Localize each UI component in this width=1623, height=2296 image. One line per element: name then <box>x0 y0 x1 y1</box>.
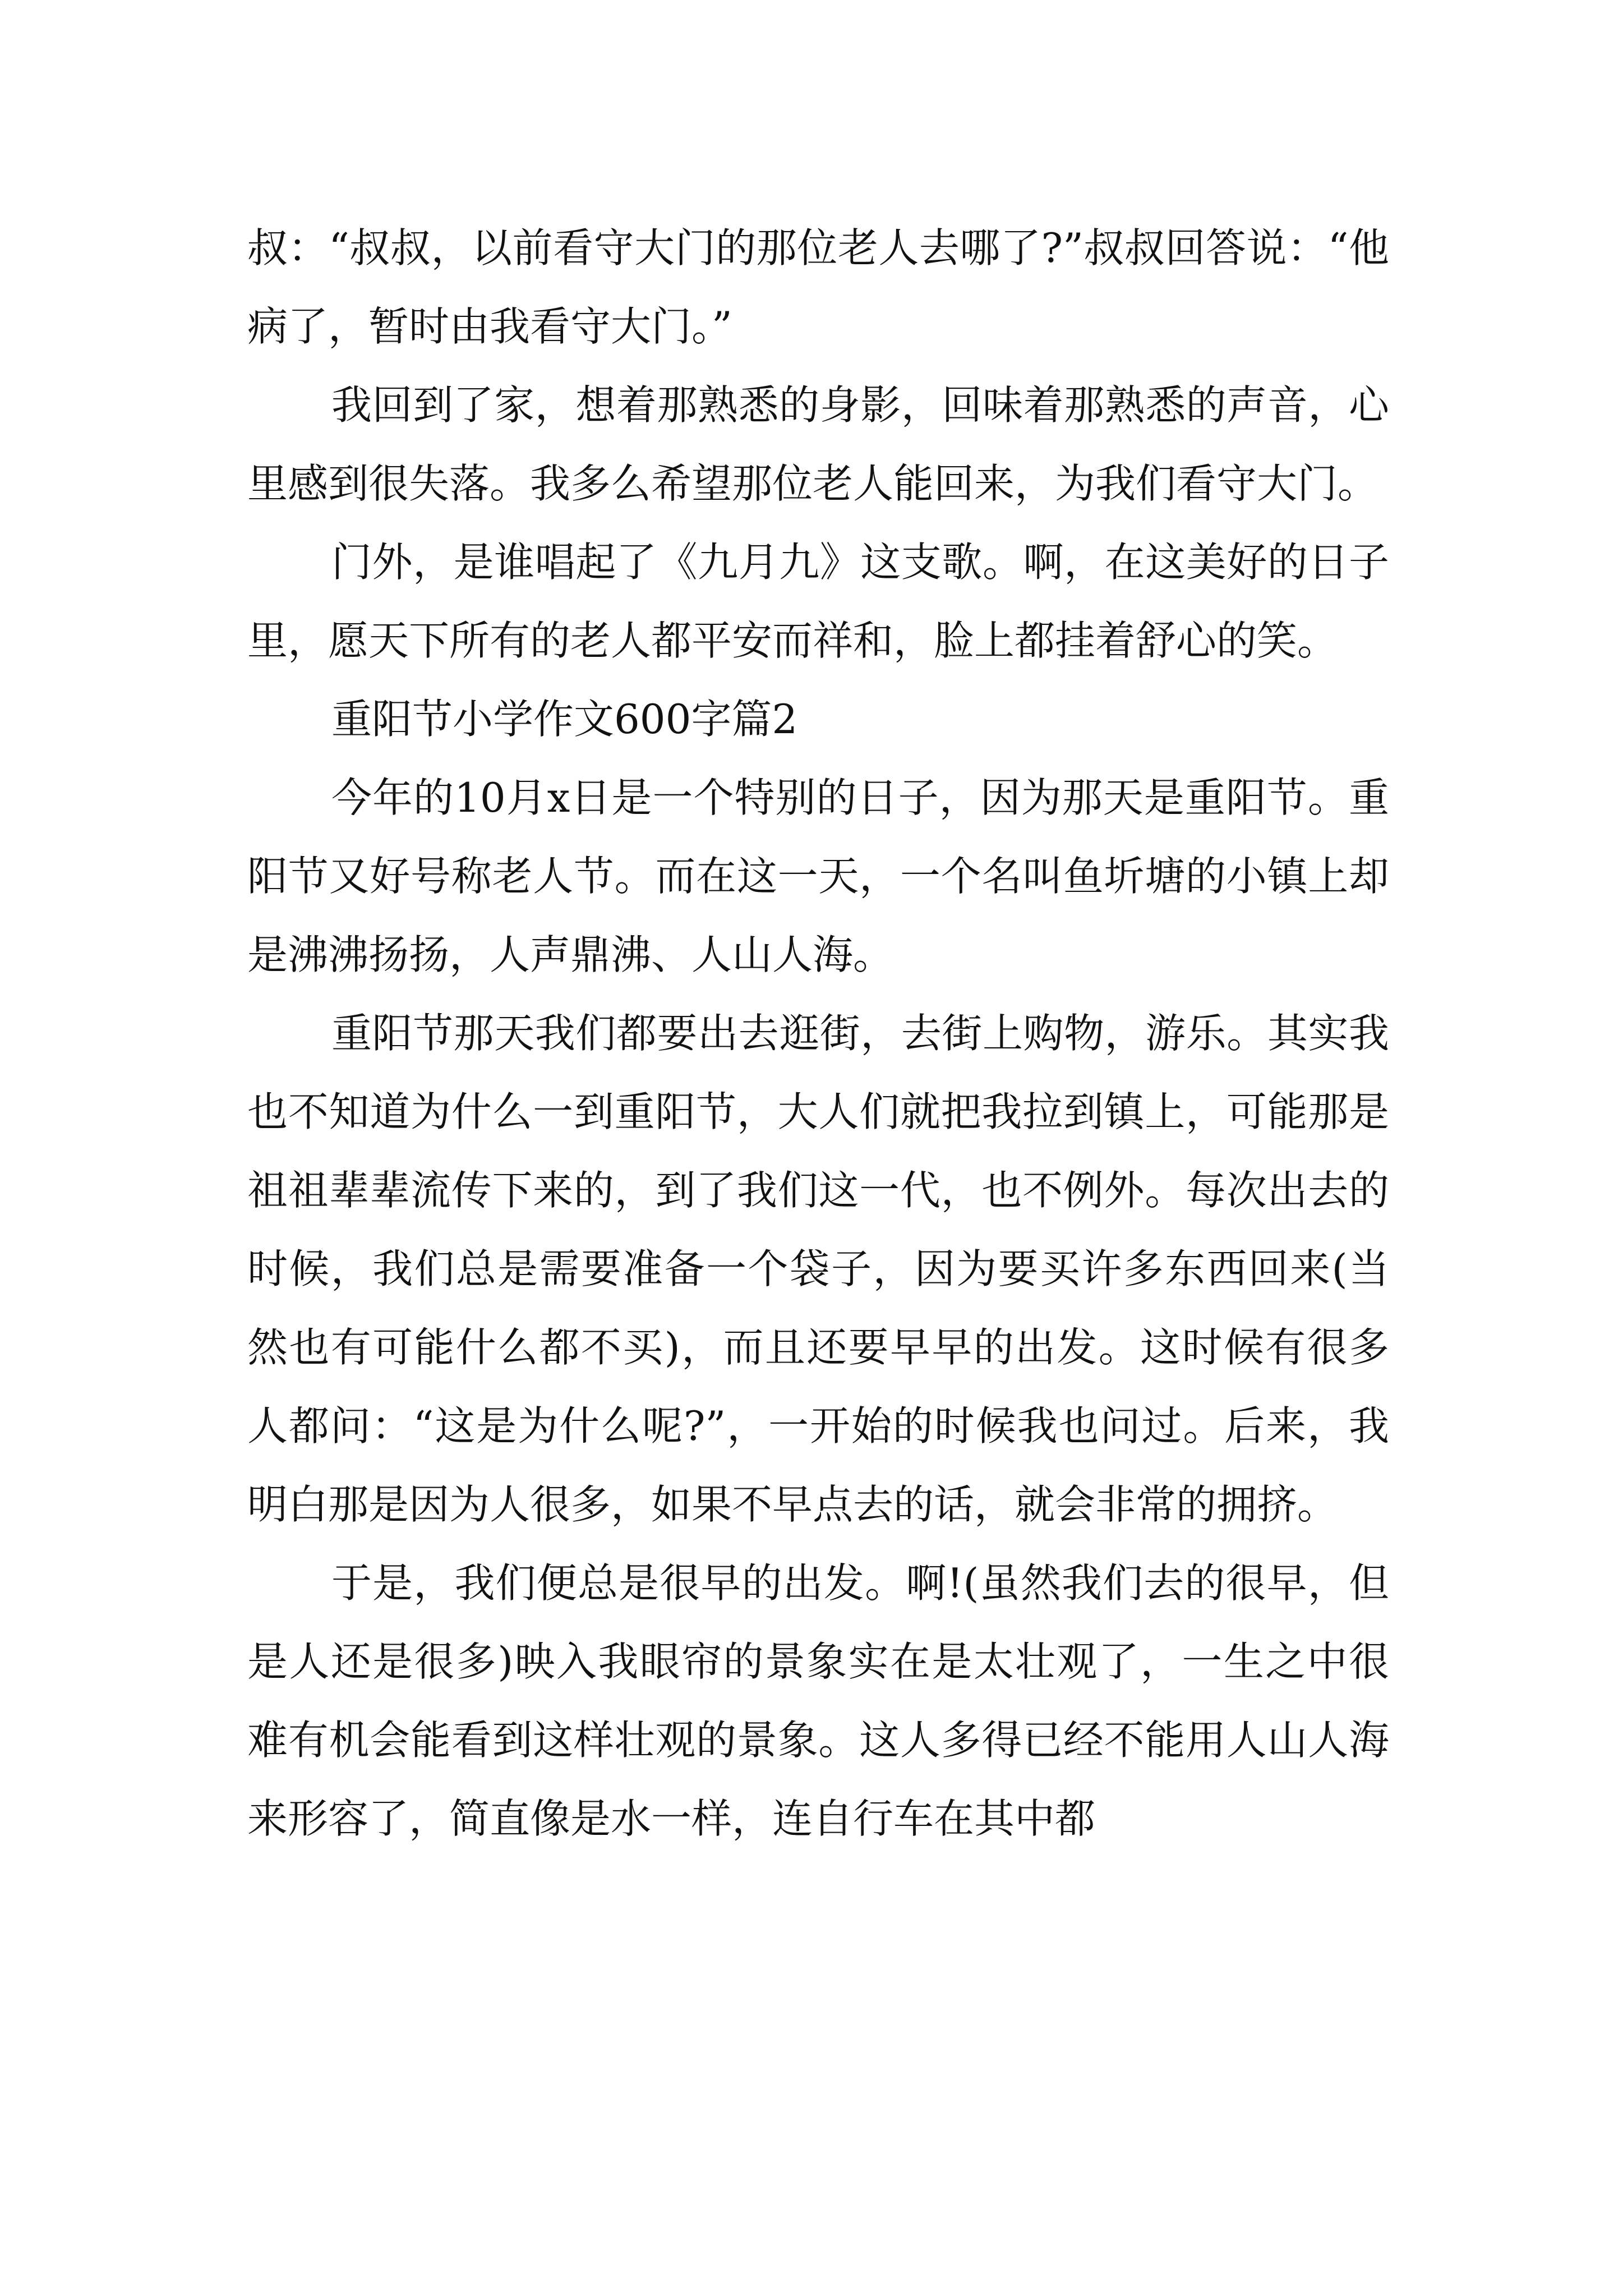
paragraph: 今年的10月x日是一个特别的日子，因为那天是重阳节。重阳节又好号称老人节。而在这一天，一个名叫鱼圻塘的小镇上却是沸沸扬扬，人声鼎沸、人山人海。 <box>247 774 1389 978</box>
paragraph: 叔：“叔叔，以前看守大门的那位老人去哪了?”叔叔回答说：“他病了，暂时由我看守大门。” <box>247 224 1389 350</box>
paragraph: 我回到了家，想着那熟悉的身影，回味着那熟悉的声音，心里感到很失落。我多么希望那位老人能回来，为我们看守大门。 <box>247 381 1389 507</box>
document-body <box>247 209 1389 1858</box>
paragraph: 门外，是谁唱起了《九月九》这支歌。啊，在这美好的日子里，愿天下所有的老人都平安而祥和，脸上都挂着舒心的笑。 <box>247 539 1389 664</box>
paragraph: 于是，我们便总是很早的出发。啊!(虽然我们去的很早，但是人还是很多)映入我眼帘的景象实在是太壮观了，一生之中很难有机会能看到这样壮观的景象。这人多得已经不能用人山人海来形容了，简直像是水一样，连自行车在其中都 <box>247 1559 1389 1842</box>
paragraph: 重阳节那天我们都要出去逛街，去街上购物，游乐。其实我也不知道为什么一到重阳节，大人们就把我拉到镇上，可能那是祖祖辈辈流传下来的，到了我们这一代，也不例外。每次出去的时候，我们总是需要准备一个袋子，因为要买许多东西回来(当然也有可能什么都不买)，而且还要早早的出发。这时候有很多人都问：“这是为什么呢?”，一开始的时候我也问过。后来，我明白那是因为人很多，如果不早点去的话，就会非常的拥挤。 <box>247 1010 1389 1528</box>
section-title: 重阳节小学作文600字篇2 <box>331 696 798 743</box>
